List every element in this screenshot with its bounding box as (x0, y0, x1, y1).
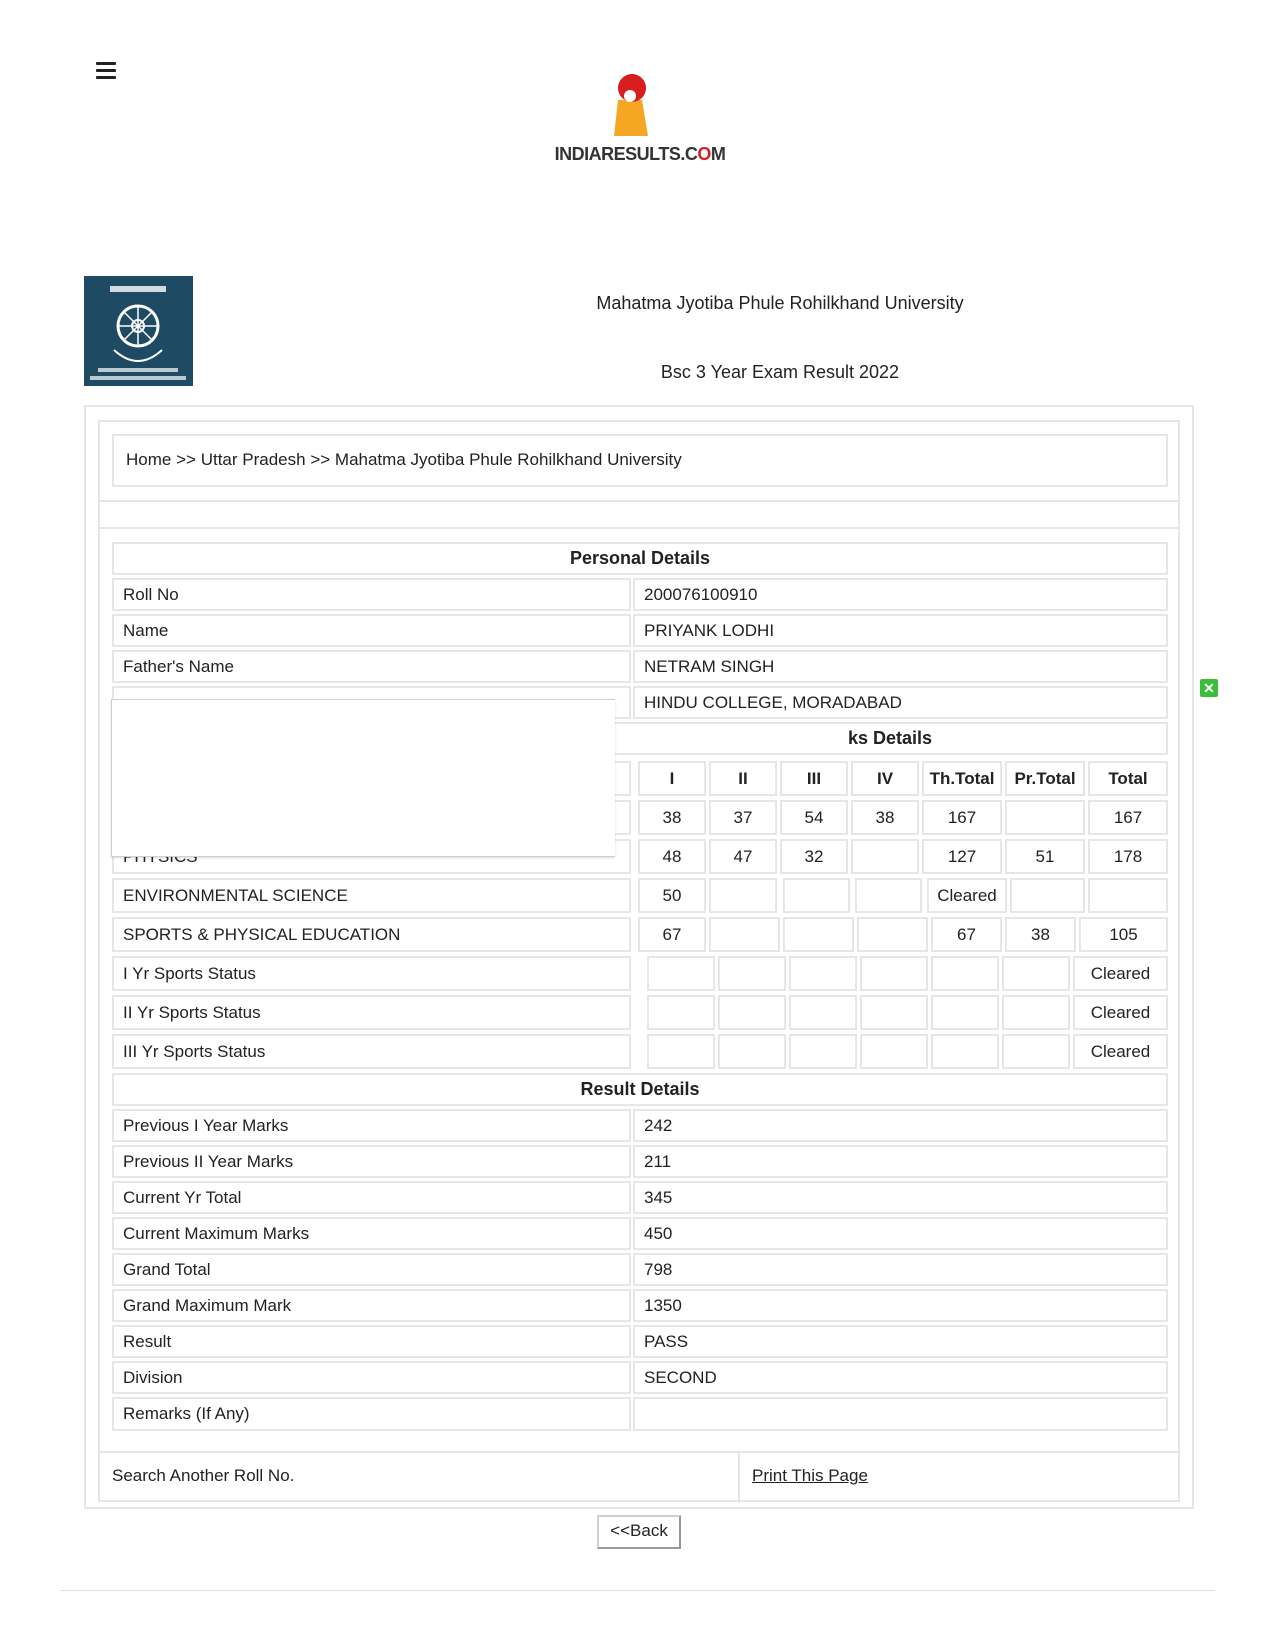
college-value: HINDU COLLEGE, MORADABAD (633, 686, 1168, 719)
result-label: Current Maximum Marks (112, 1217, 631, 1250)
ad-close-icon[interactable]: ✕ (1200, 679, 1218, 697)
mark-cell: 51 (1005, 839, 1085, 874)
mark-cell (1088, 878, 1168, 913)
personal-details-heading: Personal Details (112, 542, 1168, 575)
col-header: Total (1088, 761, 1168, 796)
col-header: II (709, 761, 777, 796)
breadcrumb-separator: >> (310, 450, 331, 469)
mark-cell: 167 (1088, 800, 1168, 835)
mark-cell: 178 (1088, 839, 1168, 874)
result-value: PASS (633, 1325, 1168, 1358)
mark-cell (1002, 995, 1070, 1030)
mark-cell (851, 839, 919, 874)
mark-cell (647, 956, 715, 991)
subject-label: II Yr Sports Status (112, 995, 631, 1030)
subject-label: III Yr Sports Status (112, 1034, 631, 1069)
roll-no-label: Roll No (112, 578, 631, 611)
breadcrumb (112, 434, 1168, 487)
result-label: Result (112, 1325, 631, 1358)
col-header: III (780, 761, 848, 796)
divider (60, 1590, 1215, 1591)
mark-cell (709, 917, 780, 952)
breadcrumb-separator: >> (176, 450, 196, 469)
result-label: Grand Total (112, 1253, 631, 1286)
result-value (633, 1397, 1168, 1431)
mark-cell (783, 878, 850, 913)
mark-cell (647, 995, 715, 1030)
indiaresults-wordmark: INDIARESULTS.COM (554, 144, 726, 164)
mark-cell: 67 (638, 917, 706, 952)
mark-cell (1002, 1034, 1070, 1069)
mark-cell: 127 (922, 839, 1002, 874)
subject-label: ENVIRONMENTAL SCIENCE (112, 878, 631, 913)
mark-cell (647, 1034, 715, 1069)
breadcrumb-state[interactable]: Uttar Pradesh (200, 450, 306, 469)
mark-cell: 38 (1005, 917, 1076, 952)
mark-cell: 48 (638, 839, 706, 874)
divider (98, 500, 1180, 502)
search-another-roll-link[interactable]: Search Another Roll No. (112, 1466, 295, 1485)
mark-cell: Cleared (1073, 1034, 1168, 1069)
mark-cell (1005, 800, 1085, 835)
mark-cell (783, 917, 854, 952)
mark-cell: 47 (709, 839, 777, 874)
fathers-name-value: NETRAM SINGH (633, 650, 1168, 683)
mark-cell: 67 (931, 917, 1002, 952)
indiaresults-logo-mark-icon (550, 74, 730, 144)
mark-cell (855, 878, 922, 913)
mark-cell (931, 1034, 999, 1069)
mark-cell (931, 956, 999, 991)
back-button[interactable]: <<Back (597, 1515, 681, 1549)
mark-cell (931, 995, 999, 1030)
mark-cell (718, 956, 786, 991)
mark-cell (860, 1034, 928, 1069)
mark-cell: 32 (780, 839, 848, 874)
mark-cell: 54 (780, 800, 848, 835)
name-label: Name (112, 614, 631, 647)
mark-cell: 105 (1079, 917, 1168, 952)
divider (98, 527, 1180, 529)
mark-cell (789, 956, 857, 991)
university-name: Mahatma Jyotiba Phule Rohilkhand University (596, 293, 964, 313)
mark-cell: 38 (851, 800, 919, 835)
mark-cell (857, 917, 928, 952)
mark-cell: Cleared (1073, 956, 1168, 991)
mark-cell (718, 1034, 786, 1069)
mark-cell: 167 (922, 800, 1002, 835)
breadcrumb-home[interactable]: Home (126, 450, 172, 469)
breadcrumb-university[interactable]: Mahatma Jyotiba Phule Rohilkhand University (334, 450, 682, 469)
result-value: 798 (633, 1253, 1168, 1286)
mark-cell (709, 878, 777, 913)
result-value: 242 (633, 1109, 1168, 1142)
indiaresults-logo[interactable] (550, 74, 730, 170)
result-label: Previous I Year Marks (112, 1109, 631, 1142)
result-label: Previous II Year Marks (112, 1145, 631, 1178)
col-header: Th.Total (922, 761, 1002, 796)
roll-no-value: 200076100910 (633, 578, 1168, 611)
mark-cell (1002, 956, 1070, 991)
subject-label: I Yr Sports Status (112, 956, 631, 991)
print-page-link[interactable]: Print This Page (752, 1466, 868, 1485)
mark-cell (718, 995, 786, 1030)
result-value: 1350 (633, 1289, 1168, 1322)
university-emblem-icon (84, 276, 193, 386)
mark-cell (860, 995, 928, 1030)
hamburger-menu-icon[interactable] (96, 62, 116, 79)
result-value: 345 (633, 1181, 1168, 1214)
divider (738, 1451, 740, 1503)
mark-cell (1010, 878, 1085, 913)
subject-label: SPORTS & PHYSICAL EDUCATION (112, 917, 631, 952)
col-header: I (638, 761, 706, 796)
university-logo (84, 276, 193, 386)
col-header: Pr.Total (1005, 761, 1085, 796)
mark-cell (789, 995, 857, 1030)
result-value: SECOND (633, 1361, 1168, 1394)
mark-cell: Cleared (1073, 995, 1168, 1030)
mark-cell (860, 956, 928, 991)
result-label: Grand Maximum Mark (112, 1289, 631, 1322)
result-label: Current Yr Total (112, 1181, 631, 1214)
col-header: IV (851, 761, 919, 796)
mark-cell: 50 (638, 878, 706, 913)
ad-overlay[interactable] (111, 699, 615, 857)
result-value: 450 (633, 1217, 1168, 1250)
mark-cell (789, 1034, 857, 1069)
mark-cell: 37 (709, 800, 777, 835)
marks-details-heading-text: ks Details (847, 728, 933, 748)
result-label: Remarks (If Any) (112, 1397, 631, 1431)
result-details-heading: Result Details (112, 1073, 1168, 1106)
mark-cell: Cleared (927, 878, 1007, 913)
name-value: PRIYANK LODHI (633, 614, 1168, 647)
mark-cell: 38 (638, 800, 706, 835)
fathers-name-label: Father's Name (112, 650, 631, 683)
result-value: 211 (633, 1145, 1168, 1178)
exam-title: Bsc 3 Year Exam Result 2022 (660, 362, 900, 382)
result-label: Division (112, 1361, 631, 1394)
